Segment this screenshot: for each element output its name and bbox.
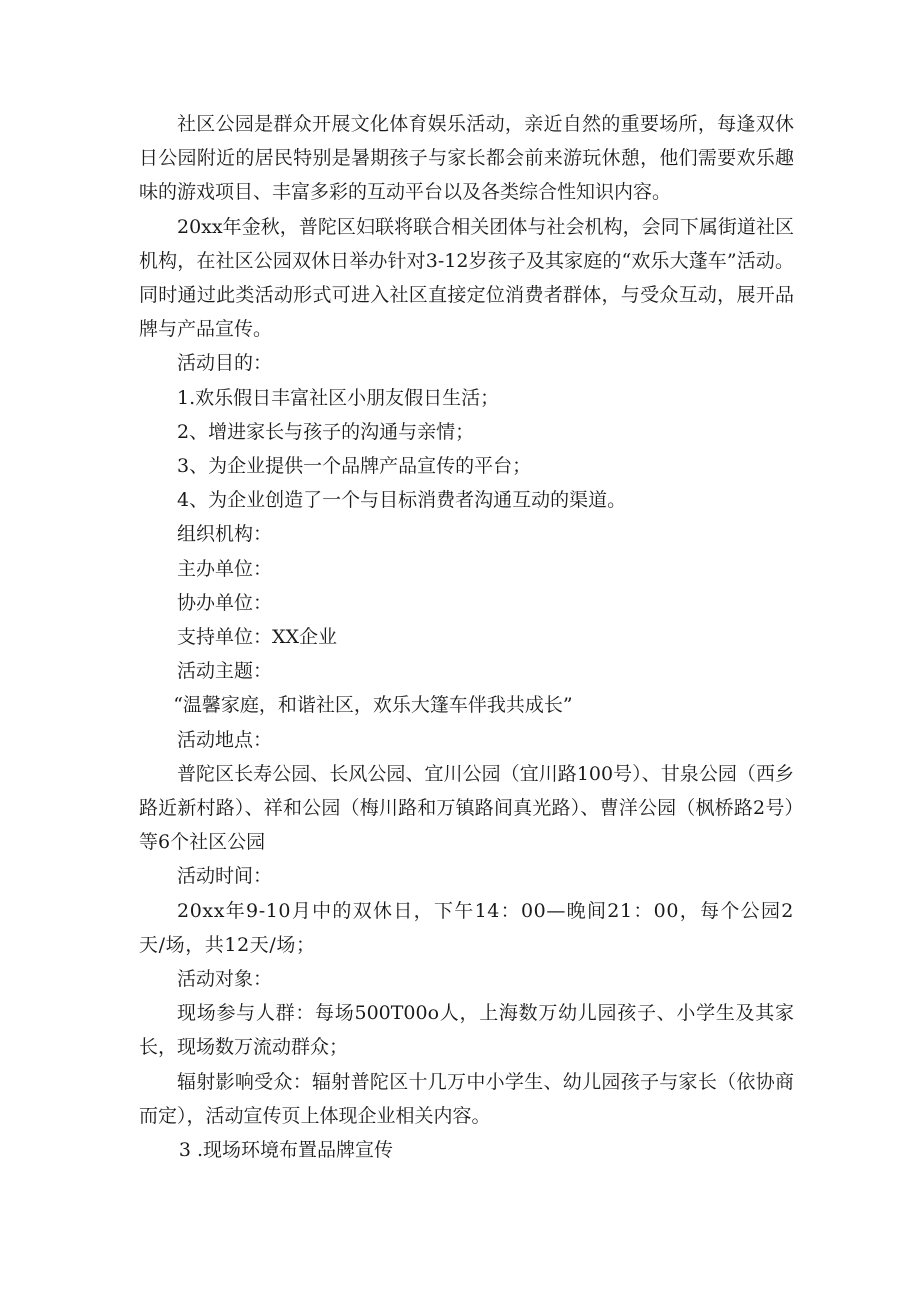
- paragraph-time: 20xx年9-10月中的双休日，下午14：00—晚间21：00，每个公园2天/场，共12天/场；: [139, 899, 794, 956]
- purpose-item-4: 4、为企业创造了一个与目标消费者沟通互动的渠道。: [177, 489, 627, 512]
- purpose-item-3: 3、为企业提供一个品牌产品宣传的平台；: [177, 455, 532, 478]
- heading-time: 活动时间：: [177, 865, 273, 888]
- heading-theme: 活动主题：: [177, 660, 273, 683]
- paragraph-intro: 社区公园是群众开展文化体育娱乐活动，亲近自然的重要场所，每逢双休日公园附近的居民特别是暑期孩子与家长都会前来游玩休憩，他们需要欢乐趣味的游戏项目、丰富多彩的互动平台以及各类综合性知识内容。: [139, 113, 794, 204]
- heading-onsite-branding: 3 .现场环境布置品牌宣传: [178, 1139, 394, 1162]
- heading-location: 活动地点：: [177, 728, 273, 751]
- organizer-line: 主办单位：: [177, 557, 273, 580]
- heading-audience: 活动对象：: [177, 968, 273, 991]
- purpose-item-1: 1.欢乐假日丰富社区小朋友假日生活；: [177, 386, 500, 409]
- theme-quote: “温馨家庭，和谐社区，欢乐大篷车伴我共成长”: [173, 694, 573, 717]
- paragraph-location: 普陀区长寿公园、长风公园、宜川公园（宜川路100号）、甘泉公园（西乡路近新村路）、祥和公园（梅川路和万镇路间真光路）、曹洋公园（枫桥路2号）等6个社区公园: [139, 762, 794, 854]
- document-body: [139, 107, 794, 1167]
- paragraph-reach-audience: 辐射影响受众：辐射普陀区十几万中小学生、幼儿园孩子与家长（依协商而定），活动宣传页上体现企业相关内容。: [139, 1070, 794, 1127]
- heading-organization: 组织机构：: [177, 523, 273, 546]
- co-organizer-line: 协办单位：: [177, 591, 273, 614]
- supporter-line: 支持单位：XX企业: [177, 626, 338, 649]
- paragraph-background: 20xx年金秋，普陀区妇联将联合相关团体与社会机构，会同下属街道社区机构，在社区公园双休日举办针对3-12岁孩子及其家庭的“欢乐大蓬车”活动。同时通过此类活动形式可进入社区直接定位消费者群体，与受众互动，展开品牌与产品宣传。: [139, 215, 794, 341]
- purpose-item-2: 2、增进家长与孩子的沟通与亲情；: [177, 420, 475, 443]
- paragraph-onsite-audience: 现场参与人群：每场500T00o人，上海数万幼儿园孩子、小学生及其家长，现场数万流动群众；: [139, 1002, 794, 1059]
- heading-purpose: 活动目的：: [177, 352, 273, 375]
